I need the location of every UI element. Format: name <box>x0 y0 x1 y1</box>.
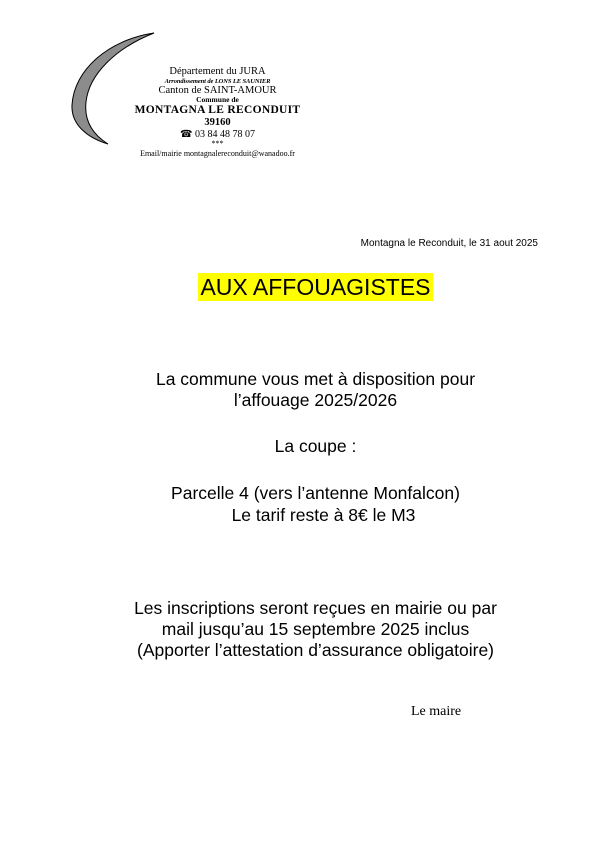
phone-number: 03 84 48 78 07 <box>194 128 255 140</box>
tarif-line <box>0 505 595 526</box>
commune-label: Commune de <box>196 95 239 105</box>
email-line: Email/mairie montagnalereconduit@wanadoo.fr <box>140 148 295 158</box>
commune-name: MONTAGNA LE RECONDUIT <box>134 104 301 117</box>
coupe-label <box>0 436 595 457</box>
canton-text: Canton de SAINT-AMOUR <box>158 84 277 96</box>
intro-line-2: l’affouage 2025/2026 <box>233 390 398 410</box>
title-wrapper <box>0 273 595 301</box>
parcel-text: Parcelle 4 (vers l’antenne Monfalcon) <box>171 483 460 503</box>
inscriptions-line-3: (Apporter l’attestation d’assurance obligatoire) <box>137 640 494 660</box>
department-text: Département du JURA <box>169 66 266 77</box>
tarif-text: Le tarif reste à 8€ le M3 <box>231 505 416 525</box>
parcel-line <box>0 483 595 504</box>
page-title: AUX AFFOUAGISTES <box>200 274 431 300</box>
phone-icon: ☎ <box>180 128 193 140</box>
intro-paragraph <box>0 369 595 411</box>
inscriptions-line-1: Les inscriptions seront reçues en mairie ou par <box>134 598 497 618</box>
postal-code: 39160 <box>204 117 231 129</box>
signature: Le maire <box>411 704 462 719</box>
letterhead <box>110 66 325 158</box>
inscriptions-paragraph <box>0 598 595 661</box>
arrondissement-text: Arrondissement de LONS LE SAUNIER <box>164 77 271 85</box>
date-line: Montagna le Reconduit, le 31 aout 2025 <box>360 238 538 249</box>
intro-line-1: La commune vous met à disposition pour <box>155 369 476 389</box>
coupe-label-text: La coupe : <box>274 436 357 456</box>
inscriptions-line-2: mail jusqu’au 15 septembre 2025 inclus <box>161 619 470 639</box>
separator-stars: *** <box>211 138 224 148</box>
